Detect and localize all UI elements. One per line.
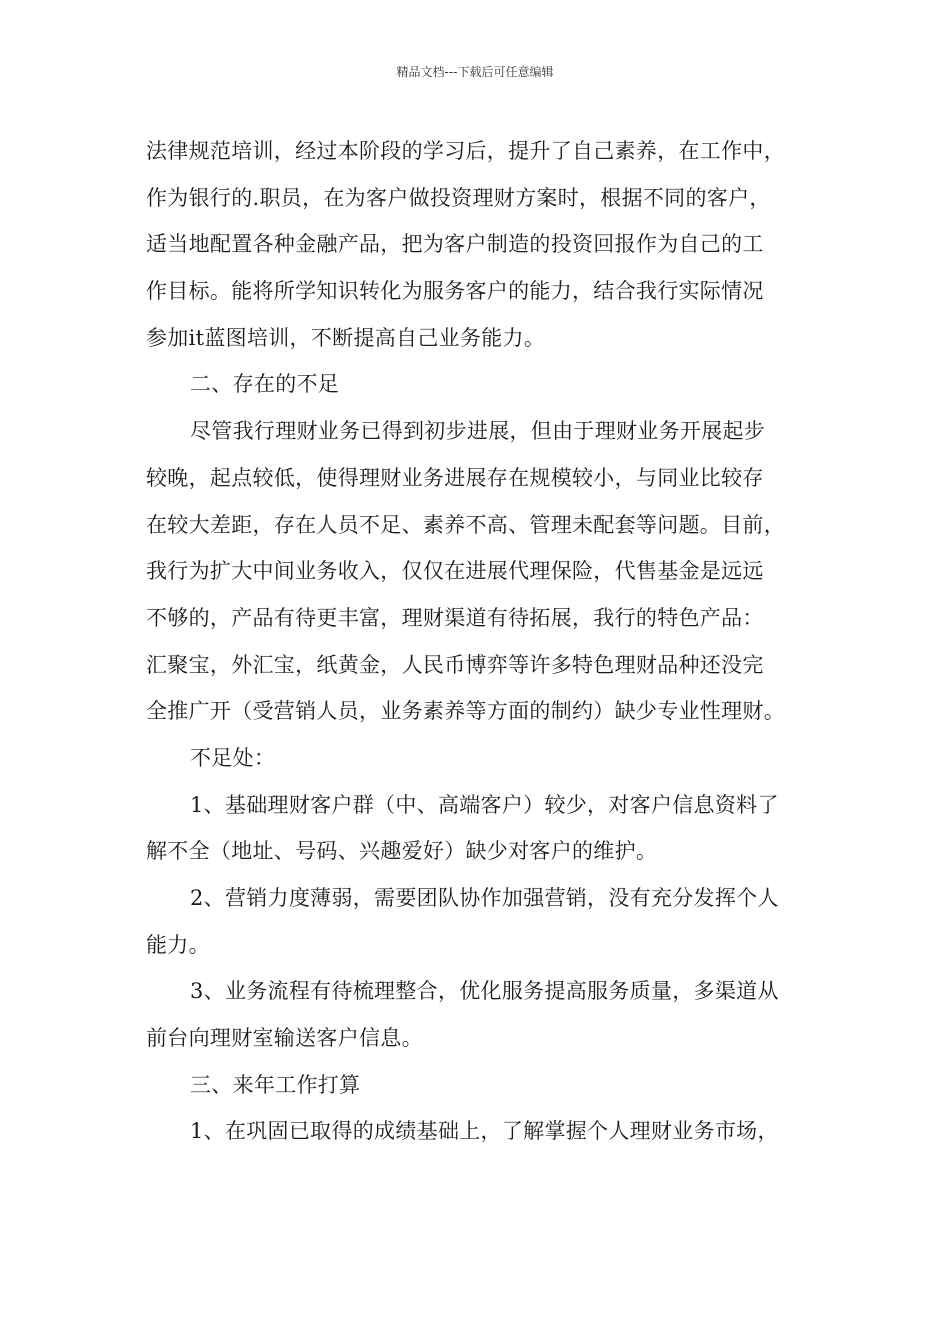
- text-line: 适当地配置各种金融产品，把为客户制造的投资回报作为自己的工: [146, 232, 764, 257]
- text-line: 能力。: [146, 932, 210, 957]
- text-line: 1、在巩固已取得的成绩基础上，了解掌握个人理财业务市场，: [190, 1119, 779, 1144]
- text-line: 2、营销力度薄弱，需要团队协作加强营销，没有充分发挥个人: [190, 886, 779, 910]
- text-line: 3、业务流程有待梳理整合，优化服务提高服务质量，多渠道从: [190, 979, 779, 1004]
- text-line: 前台向理财室输送客户信息。: [146, 1026, 423, 1051]
- text-line: 汇聚宝，外汇宝，纸黄金，人民币博弈等许多特色理财品种还没完: [146, 652, 764, 677]
- text-line: 我行为扩大中间业务收入，仅仅在进展代理保险，代售基金是远远: [146, 559, 764, 584]
- text-line: 较晚，起点较低，使得理财业务进展存在规模较小，与同业比较存: [146, 465, 764, 490]
- text-line: 全推广开（受营销人员，业务素养等方面的制约）缺少专业性理财。: [146, 699, 785, 724]
- text-line: 二、存在的不足: [190, 372, 340, 397]
- text-line: 1、基础理财客户群（中、高端客户）较少，对客户信息资料了: [190, 792, 779, 817]
- text-line: 不足处：: [190, 745, 276, 770]
- document-body: [146, 128, 816, 1155]
- text-line: 解不全（地址、号码、兴趣爱好）缺少对客户的维护。: [146, 839, 658, 864]
- text-line: 参加it蓝图培训，不断提高自己业务能力。: [146, 325, 546, 350]
- page-header: 精品文档---下载后可任意编辑: [396, 65, 554, 79]
- text-line: 尽管我行理财业务已得到初步进展，但由于理财业务开展起步: [190, 419, 766, 444]
- text-line: 不够的，产品有待更丰富，理财渠道有待拓展，我行的特色产品：: [146, 605, 764, 630]
- text-line: 作目标。能将所学知识转化为服务客户的能力，结合我行实际情况: [146, 279, 764, 304]
- text-line: 作为银行的.职员，在为客户做投资理财方案时，根据不同的客户，: [146, 185, 771, 210]
- text-line: 三、来年工作打算: [190, 1072, 361, 1097]
- text-line: 法律规范培训，经过本阶段的学习后，提升了自己素养，在工作中，: [146, 139, 785, 163]
- text-line: 在较大差距，存在人员不足、素养不高、管理未配套等问题。目前，: [146, 512, 785, 537]
